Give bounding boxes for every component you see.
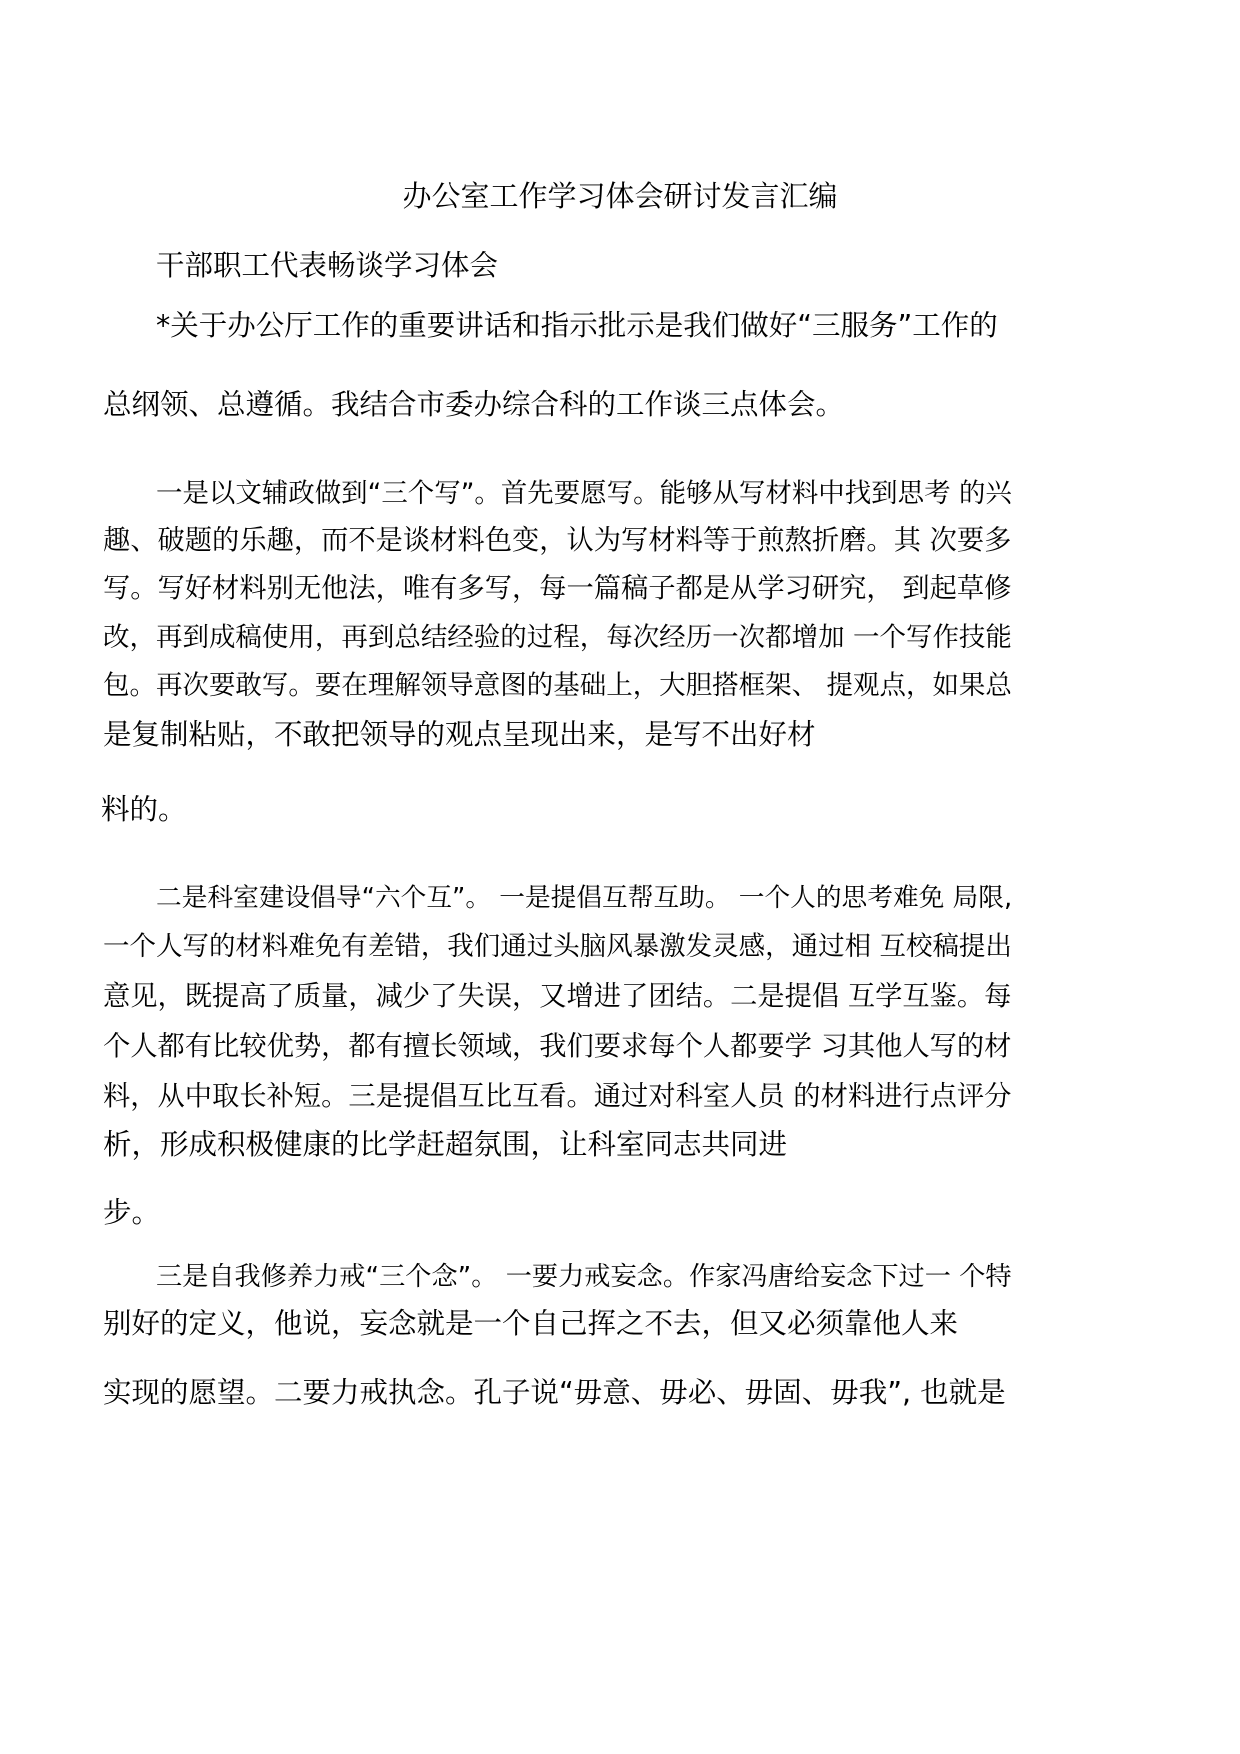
text-line: 料的。 bbox=[101, 793, 187, 826]
text-line: 是复制粘贴，不敢把领导的观点呈现出来，是写不出好材 bbox=[103, 718, 816, 751]
text-line: 二是科室建设倡导“六个互”。 一是提倡互帮互助。 一个人的思考难免 局限, bbox=[156, 883, 1013, 913]
text-line: 改，再到成稿使用，再到总结经验的过程，每次经历一次都增加 一个写作技能 bbox=[103, 622, 1012, 653]
text-line: 三是自我修养力戒“三个念”。 一要力戒妄念。作家冯唐给妄念下过一 个特 bbox=[156, 1262, 1012, 1292]
text-line: 实现的愿望。二要力戒执念。孔子说“毋意、毋必、毋固、毋我”, 也就是 bbox=[103, 1376, 1006, 1409]
text-line: *关于办公厅工作的重要讲话和指示批示是我们做好“三服务”工作的 bbox=[156, 309, 998, 342]
text-line: 包。再次要敢写。要在理解领导意图的基础上，大胆搭框架、 提观点，如果总 bbox=[103, 670, 1012, 701]
text-line: 料，从中取长补短。三是提倡互比互看。通过对科室人员 的材料进行点评分 bbox=[103, 1081, 1012, 1112]
text-line: 步。 bbox=[103, 1196, 161, 1229]
text-line: 别好的定义，他说，妄念就是一个自己挥之不去，但又必须靠他人来 bbox=[103, 1307, 959, 1340]
text-line: 意见，既提高了质量，减少了失误，又增进了团结。二是提倡 互学互鉴。每 bbox=[103, 981, 1012, 1012]
text-line: 干部职工代表畅谈学习体会 bbox=[156, 249, 499, 282]
text-line: 析，形成积极健康的比学赶超氛围，让科室同志共同进 bbox=[103, 1128, 788, 1161]
text-line: 趣、破题的乐趣，而不是谈材料色变，认为写材料等于煎熬折磨。其 次要多 bbox=[103, 525, 1012, 556]
text-line: 一是以文辅政做到“三个写”。首先要愿写。能够从写材料中找到思考 的兴 bbox=[156, 478, 1012, 509]
text-line: 一个人写的材料难免有差错，我们通过头脑风暴激发灵感，通过相 互校稿提出 bbox=[103, 931, 1012, 962]
document-title: 办公室工作学习体会研讨发言汇编 bbox=[402, 179, 838, 213]
text-line: 个人都有比较优势，都有擅长领域，我们要求每个人都要学 习其他人写的材 bbox=[103, 1031, 1012, 1062]
text-line: 总纲领、总遵循。我结合市委办综合科的工作谈三点体会。 bbox=[103, 388, 845, 421]
text-line: 写。写好材料别无他法，唯有多写，每一篇稿子都是从学习研究， 到起草修 bbox=[103, 573, 1012, 604]
